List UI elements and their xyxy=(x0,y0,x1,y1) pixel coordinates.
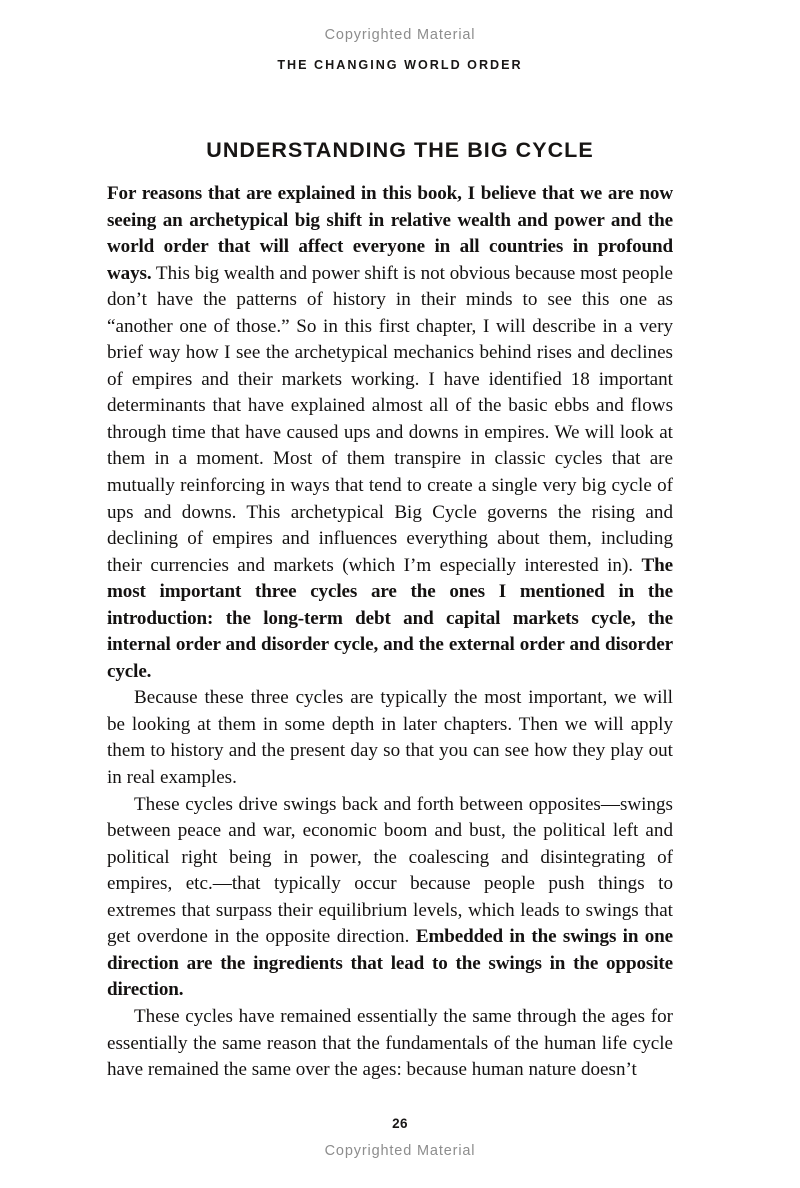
paragraph-2-text: Because these three cycles are typically the most important, we will be looking at them in some depth in later chapters. Then we will apply them to history and the present day so that you can see how they play out in real examples. xyxy=(107,687,673,789)
paragraph-1-regular: This big wealth and power shift is not obvious because most people don’t have the patterns of history in their minds to see this one as “another one of those.” So in this first chapter, I will describe in a very brief way how I see the archetypical mechanics behind rises and declines of empires and their markets working. I have identified 18 important determinants that have explained almost all of the basic ebbs and flows through time that have caused ups and downs in empires. We will look at them in a moment. Most of them transpire in classic cycles that are mutually reinforcing in ways that tend to create a single very big cycle of ups and downs. This archetypical Big Cycle governs the rising and declining of empires and influences everything about them, including their currencies and markets (which I’m especially interested in). xyxy=(107,262,673,576)
chapter-title: UNDERSTANDING THE BIG CYCLE xyxy=(206,138,594,163)
paragraph-3-trailing-bold: Embedded in the swings in one direction are the ingredients that lead to the swings in the opposite direction. xyxy=(107,926,674,1001)
paragraph-4 xyxy=(107,1004,673,1084)
paragraph-4-text: These cycles have remained essentially the same through the ages for essentially the same reason that the fundamentals of the human life cycle have remained the same over the ages: because human nature doesn’t xyxy=(107,1005,673,1081)
copyright-watermark-bottom: Copyrighted Material xyxy=(324,1143,476,1159)
paragraph-1-lead-bold: For reasons that are explained in this book, I believe that we are now seeing an archetypical big shift in relative wealth and power and the world order that will affect everyone in all countries in profound ways. xyxy=(107,183,673,284)
paragraph-2 xyxy=(107,685,673,791)
copyright-watermark-top: Copyrighted Material xyxy=(324,27,476,43)
paragraph-3-regular: These cycles drive swings back and forth between opposites—swings between peace and war, economic boom and bust, the political left and political right being in power, the coalescing and disintegrating of empires, etc.—that typically occur because people push things to extremes that surpass their equilibrium levels, which leads to swings that get overdone in the opposite direction. xyxy=(107,793,673,948)
body-text-column xyxy=(107,181,673,1084)
page-number: 26 xyxy=(392,1116,408,1131)
paragraph-3 xyxy=(107,792,673,1004)
paragraph-1-trailing-bold: The most important three cycles are the ones I mentioned in the introduction: the long-term debt and capital markets cycle, the internal order and disorder cycle, and the external order and disorder cycle. xyxy=(107,554,673,682)
running-head: THE CHANGING WORLD ORDER xyxy=(277,58,523,72)
paragraph-1 xyxy=(107,181,673,685)
